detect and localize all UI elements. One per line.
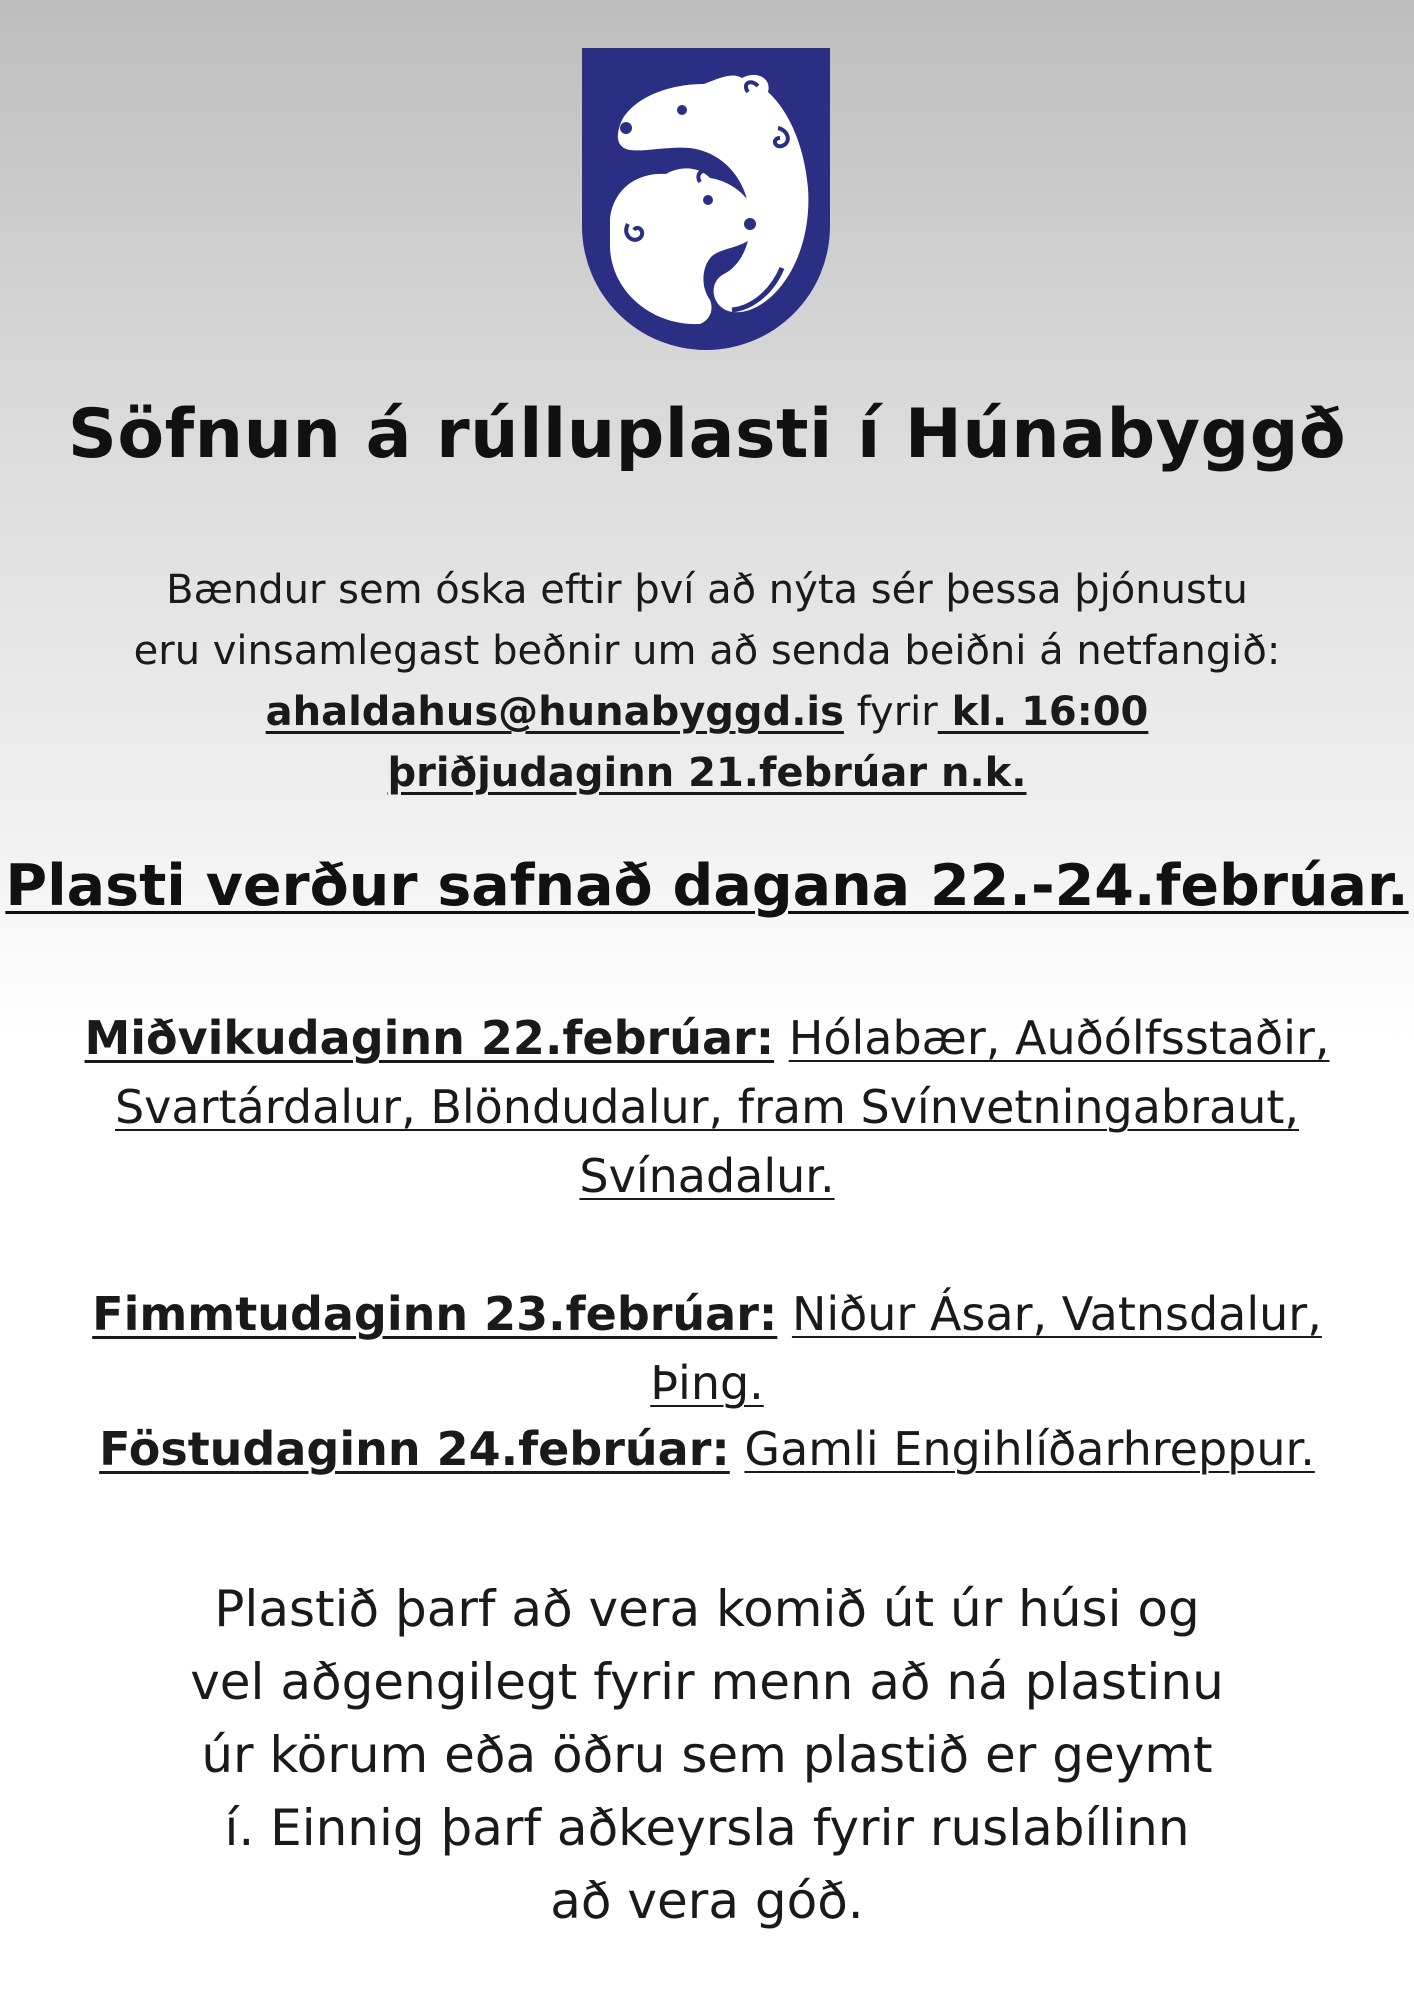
intro-text [120, 560, 1294, 804]
lower-bear-eye [703, 195, 713, 205]
page-title: Söfnun á rúlluplasti í Húnabyggð [67, 395, 1347, 474]
before-label: fyrir [843, 689, 938, 735]
deadline-date: þriðjudaginn 21.febrúar n.k. [387, 750, 1027, 796]
hunabyggd-crest-logo [582, 48, 830, 362]
deadline-time: kl. 16:00 [937, 689, 1149, 735]
schedule-areas: Niður Ásar, Vatnsdalur, Þing. [650, 1287, 1322, 1410]
schedule-day-label: Fimmtudaginn 23.febrúar: [92, 1287, 778, 1341]
email-link[interactable]: ahaldahus@hunabyggd.is [265, 689, 844, 735]
schedule-areas: Hólabær, Auðólfsstaðir, Svartárdalur, Blöndudalur, fram Svínvetningabraut, Svínadalur. [114, 1011, 1330, 1203]
schedule-thursday [60, 1280, 1354, 1418]
collection-heading: Plasti verður safnað dagana 22.-24.febrúar. [5, 853, 1409, 919]
schedule-areas: Gamli Engihlíðarhreppur. [744, 1422, 1315, 1476]
intro-line-1: Bændur sem óska eftir því að nýta sér þessa þjónustu [166, 567, 1248, 613]
schedule-wednesday [60, 1004, 1354, 1211]
upper-bear-nose [620, 122, 632, 134]
intro-line-2: eru vinsamlegast beðnir um að senda beiðni á netfangið: [133, 628, 1281, 674]
intro-line-4 [120, 743, 1294, 804]
intro-line-3 [120, 682, 1294, 743]
schedule-friday [60, 1415, 1354, 1484]
schedule-day-label: Miðvikudaginn 22.febrúar: [84, 1011, 775, 1065]
footer-note: Plastið þarf að vera komið út úr húsi og vel aðgengilegt fyrir menn að ná plastinu úr körum eða öðru sem plastið er geymt í. Einnig þarf aðkeyrsla fyrir ruslabílinn að vera góð. [190, 1580, 1224, 1930]
schedule-day-label: Föstudaginn 24.febrúar: [99, 1422, 730, 1476]
lower-bear-nose [744, 218, 756, 230]
upper-bear-eye [677, 105, 687, 115]
